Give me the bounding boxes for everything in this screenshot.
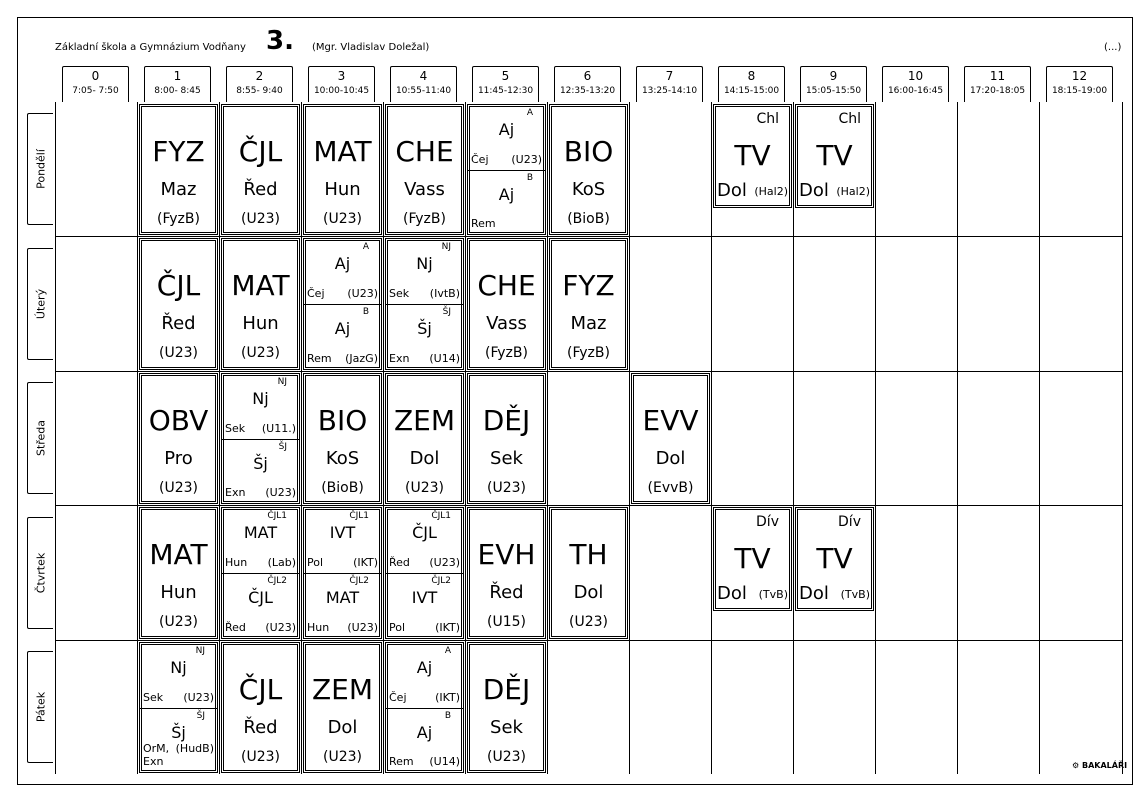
subject: ČJL (238, 135, 283, 168)
group-label: Chl (756, 111, 779, 127)
room: (U23) (265, 486, 296, 499)
subject: TV (734, 542, 771, 575)
group-label: Dív (756, 514, 779, 530)
room: (U23) (159, 614, 198, 630)
group-label: ČJL1 (267, 511, 287, 521)
lesson-group[interactable] (386, 304, 463, 369)
room: (U23) (347, 621, 378, 634)
subject: ČJL (248, 588, 273, 607)
lesson-tue1[interactable] (139, 238, 218, 370)
period-time: 17:20-18:05 (969, 86, 1026, 96)
teacher: KoS (571, 179, 606, 200)
grid-vline (629, 102, 630, 774)
teacher: Řed (389, 556, 410, 569)
period-header-0 (62, 66, 129, 102)
teacher: Řed (161, 313, 196, 334)
grid-vline (219, 102, 220, 774)
room: (U23) (159, 480, 198, 496)
lesson-fri2[interactable] (221, 642, 300, 773)
room: (U23) (511, 152, 542, 166)
room: (TvB) (840, 588, 870, 601)
subject: EVV (642, 404, 699, 437)
room: (U23) (241, 749, 280, 765)
subject: MAT (313, 135, 372, 168)
period-number: 8 (747, 69, 756, 83)
grid-vline (547, 102, 548, 774)
grid-vline (1039, 102, 1040, 774)
lesson-mon3[interactable] (303, 104, 382, 235)
period-number: 2 (255, 69, 264, 83)
teacher: Exn (389, 352, 410, 365)
subject: Šj (417, 319, 432, 338)
lesson-split-tue4a[interactable] (385, 238, 464, 370)
lesson-split-mon5a[interactable] (467, 104, 546, 235)
period-time: 18:15-19:00 (1051, 86, 1108, 96)
room: (U23) (405, 480, 444, 496)
subject: Aj (416, 658, 433, 677)
period-header-2 (226, 66, 293, 102)
room: (U23) (487, 749, 526, 765)
group-label: A (362, 242, 369, 252)
subject: Šj (171, 722, 186, 742)
teacher: Exn (225, 486, 246, 499)
subject: EVH (477, 538, 536, 571)
room: (EvvB) (647, 480, 694, 496)
teacher: Sek (490, 448, 523, 469)
room: (U23) (323, 749, 362, 765)
teacher: Řed (225, 621, 246, 634)
teacher: Pol (389, 621, 406, 634)
lesson-group[interactable] (304, 239, 381, 305)
subject: Aj (334, 319, 351, 338)
teacher: Dol (717, 583, 747, 604)
group-label: ŠJ (196, 710, 205, 721)
teacher: Rem (471, 217, 496, 230)
teacher: Sek (225, 421, 246, 435)
room: (U23) (241, 345, 280, 361)
grid-vline (711, 102, 712, 774)
teacher: Rem (389, 755, 414, 768)
subject: Aj (498, 120, 515, 139)
period-time: 10:55-11:40 (395, 86, 452, 96)
lesson-group[interactable] (140, 643, 217, 709)
lesson-split-wed2a[interactable] (221, 373, 300, 504)
subject: MAT (231, 269, 290, 302)
grid-vline (957, 102, 958, 774)
group-label: NJ (195, 646, 205, 656)
period-time: 16:00-16:45 (887, 86, 944, 96)
lesson-split-thu4a[interactable] (385, 507, 464, 639)
period-time: 11:45-12:30 (477, 86, 534, 96)
subject: IVT (411, 588, 438, 607)
lesson-tue5[interactable] (467, 238, 546, 370)
class-name: 3. (266, 26, 294, 56)
subject: FYZ (152, 135, 205, 168)
period-time: 7:05- 7:50 (72, 86, 119, 96)
subject: DĚJ (482, 404, 531, 437)
lesson-group[interactable] (140, 708, 217, 773)
teacher: Řed (243, 179, 278, 200)
subject: CHE (477, 269, 536, 302)
room: (U23) (241, 211, 280, 227)
subject: BIO (317, 404, 368, 437)
lesson-group[interactable] (304, 573, 381, 638)
lesson-split-thu3a[interactable] (303, 507, 382, 639)
lesson-tue6[interactable] (549, 238, 628, 370)
teacher: Dol (655, 448, 686, 469)
day-label-mon: Pondělí (27, 113, 53, 225)
lesson-thu1[interactable] (139, 507, 218, 639)
period-number: 10 (907, 69, 924, 83)
room: (U14) (429, 755, 460, 768)
group-label: B (526, 172, 533, 183)
lesson-split-tue3a[interactable] (303, 238, 382, 370)
subject: Šj (253, 453, 268, 473)
period-header-6 (554, 66, 621, 102)
room: (FyzB) (157, 211, 200, 227)
grid-vline (793, 102, 794, 774)
period-number: 9 (829, 69, 838, 83)
teacher: Řed (243, 717, 278, 738)
period-header-3 (308, 66, 375, 102)
lesson-group[interactable] (468, 105, 545, 171)
subject: ZEM (393, 404, 456, 437)
grid-vline (875, 102, 876, 774)
lesson-group[interactable] (222, 508, 299, 574)
lesson-group[interactable] (222, 374, 299, 440)
teacher: Dol (327, 717, 358, 738)
room: (IvtB) (429, 287, 460, 300)
period-header-1 (144, 66, 211, 102)
room: (IKT) (353, 556, 378, 569)
day-label-thu: Čtvrtek (27, 517, 53, 629)
lesson-group[interactable] (386, 239, 463, 305)
period-number: 0 (91, 69, 100, 83)
group-label: NJ (441, 242, 451, 252)
subject: Aj (416, 722, 433, 742)
subject: MAT (243, 523, 278, 542)
teacher: Hun (307, 621, 330, 634)
lesson-mon2[interactable] (221, 104, 300, 235)
lesson-group[interactable] (386, 643, 463, 709)
room: (U23) (265, 621, 296, 634)
period-number: 3 (337, 69, 346, 83)
room: (IKT) (435, 690, 460, 704)
period-number: 1 (173, 69, 182, 83)
lesson-group[interactable] (468, 170, 545, 235)
room: (BioB) (567, 211, 610, 227)
subject: ČJL (412, 523, 437, 542)
lesson-thu9[interactable] (795, 507, 874, 611)
period-number: 12 (1071, 69, 1088, 83)
subject: TV (734, 139, 771, 172)
teacher: Dol (799, 180, 829, 201)
lesson-wed5[interactable] (467, 373, 546, 504)
lesson-group[interactable] (304, 508, 381, 574)
subject: TV (816, 542, 853, 575)
period-header-8 (718, 66, 785, 102)
lesson-tue2[interactable] (221, 238, 300, 370)
lesson-split-fri1a[interactable] (139, 642, 218, 773)
room: (U23) (429, 556, 460, 569)
day-label-tue: Úterý (27, 248, 53, 360)
day-label-fri: Pátek (27, 651, 53, 763)
lesson-group[interactable] (386, 708, 463, 773)
period-number: 5 (501, 69, 510, 83)
school-name: Základní škola a Gymnázium Vodňany (55, 42, 246, 53)
subject: IVT (329, 523, 356, 542)
teacher: Čej (471, 152, 489, 166)
subject: ČJL (238, 673, 283, 706)
teacher: Sek (490, 717, 523, 738)
lesson-group[interactable] (386, 508, 463, 574)
subject: TV (816, 139, 853, 172)
group-label: Chl (838, 111, 861, 127)
grid-hline (55, 236, 1122, 237)
subject: TH (569, 538, 608, 571)
group-label: A (444, 646, 451, 656)
period-header-12 (1046, 66, 1113, 102)
class-teacher: (Mgr. Vladislav Doležal) (312, 42, 430, 53)
teacher: Dol (717, 180, 747, 201)
teacher: Pro (164, 448, 193, 469)
group-label: ČJL1 (431, 511, 451, 521)
period-time: 13:25-14:10 (641, 86, 698, 96)
teacher: Rem (307, 352, 332, 365)
period-number: 6 (583, 69, 592, 83)
lesson-group[interactable] (222, 573, 299, 638)
subject: Aj (334, 254, 351, 273)
group-label: B (444, 710, 451, 721)
grid-hline (55, 640, 1122, 641)
teacher: Maz (570, 313, 607, 334)
day-label-wed: Středa (27, 382, 53, 494)
group-label: ČJL1 (349, 511, 369, 521)
lesson-split-fri4a[interactable] (385, 642, 464, 773)
lesson-mon4[interactable] (385, 104, 464, 235)
group-label: Dív (838, 514, 861, 530)
subject: CHE (395, 135, 454, 168)
room: (U23) (347, 287, 378, 300)
period-number: 4 (419, 69, 428, 83)
lesson-wed7[interactable] (631, 373, 710, 504)
room: (FyzB) (403, 211, 446, 227)
teacher: Hun (160, 582, 197, 603)
teacher: Dol (799, 583, 829, 604)
lesson-mon6[interactable] (549, 104, 628, 235)
period-time: 10:00-10:45 (313, 86, 370, 96)
lesson-wed1[interactable] (139, 373, 218, 504)
period-header-7 (636, 66, 703, 102)
room: (FyzB) (567, 345, 610, 361)
subject: MAT (325, 588, 360, 607)
room: (U23) (487, 480, 526, 496)
group-label: ŠJ (278, 441, 287, 452)
room: (U23) (323, 211, 362, 227)
room: (U15) (487, 614, 526, 630)
room: (Hal2) (836, 185, 870, 198)
teacher: Pol (307, 556, 324, 569)
lesson-group[interactable] (304, 304, 381, 369)
teacher: Dol (409, 448, 440, 469)
room: (JazG) (345, 352, 378, 365)
room: (FyzB) (485, 345, 528, 361)
lesson-fri5[interactable] (467, 642, 546, 773)
grid-vline (55, 102, 56, 774)
lesson-group[interactable] (386, 573, 463, 638)
period-number: 11 (989, 69, 1006, 83)
period-header-9 (800, 66, 867, 102)
room: (HudB) (175, 742, 214, 755)
teacher: Sek (143, 690, 164, 704)
period-time: 14:15-15:00 (723, 86, 780, 96)
group-label: B (362, 307, 369, 317)
period-time: 8:55- 9:40 (236, 86, 283, 96)
subject: Nj (252, 389, 269, 408)
lesson-thu6[interactable] (549, 507, 628, 639)
group-label: ČJL2 (267, 576, 287, 586)
room: (U23) (569, 614, 608, 630)
teacher: Maz (160, 179, 197, 200)
room: (Hal2) (754, 185, 788, 198)
lesson-wed3[interactable] (303, 373, 382, 504)
lesson-mon1[interactable] (139, 104, 218, 235)
teacher: Čej (389, 690, 407, 704)
subject: BIO (563, 135, 614, 168)
teacher: KoS (325, 448, 360, 469)
lesson-split-thu2a[interactable] (221, 507, 300, 639)
room: (Lab) (267, 556, 296, 569)
period-header-5 (472, 66, 539, 102)
teacher: Sek (389, 287, 410, 300)
room: (U23) (159, 345, 198, 361)
grid-vline (1122, 102, 1123, 774)
subject: Nj (170, 658, 187, 677)
period-time: 15:05-15:50 (805, 86, 862, 96)
grid-hline (55, 505, 1122, 506)
lesson-mon8[interactable] (713, 104, 792, 208)
group-label: ČJL2 (349, 576, 369, 586)
teacher: Vass (404, 179, 445, 200)
teacher: Hun (242, 313, 279, 334)
room: (IKT) (435, 621, 460, 634)
room: (BioB) (321, 480, 364, 496)
group-label: NJ (277, 377, 287, 387)
subject: ČJL (156, 269, 201, 302)
group-label: ŠJ (442, 307, 451, 317)
period-header-10 (882, 66, 949, 102)
grid-vline (383, 102, 384, 774)
lesson-wed4[interactable] (385, 373, 464, 504)
lesson-fri3[interactable] (303, 642, 382, 773)
lesson-thu8[interactable] (713, 507, 792, 611)
room: (U14) (429, 352, 460, 365)
teacher: Hun (324, 179, 361, 200)
subject: MAT (149, 538, 208, 571)
lesson-group[interactable] (222, 439, 299, 504)
grid-vline (465, 102, 466, 774)
period-header-4 (390, 66, 457, 102)
subject: DĚJ (482, 673, 531, 706)
group-label: A (526, 108, 533, 118)
room: (U11.) (261, 421, 296, 435)
subject: Nj (416, 254, 433, 273)
lesson-thu5[interactable] (467, 507, 546, 639)
timetable-grid (55, 102, 1122, 774)
grid-vline (137, 102, 138, 774)
period-header-11 (964, 66, 1031, 102)
room: (U23) (183, 690, 214, 704)
teacher: Vass (486, 313, 527, 334)
subject: Aj (498, 184, 515, 204)
more-link[interactable]: (...) (1104, 42, 1122, 53)
room: (TvB) (758, 588, 788, 601)
bakalari-logo: ⚙ BAKALÁŘI (1072, 761, 1128, 770)
period-number: 7 (665, 69, 674, 83)
lesson-mon9[interactable] (795, 104, 874, 208)
teacher: OrM, Exn (143, 742, 170, 768)
subject: OBV (148, 404, 209, 437)
grid-vline (301, 102, 302, 774)
period-time: 12:35-13:20 (559, 86, 616, 96)
teacher: Hun (225, 556, 248, 569)
teacher: Řed (489, 582, 524, 603)
teacher: Dol (573, 582, 604, 603)
subject: FYZ (562, 269, 615, 302)
group-label: ČJL2 (431, 576, 451, 586)
teacher: Čej (307, 287, 325, 300)
subject: ZEM (311, 673, 374, 706)
grid-hline (55, 371, 1122, 372)
period-time: 8:00- 8:45 (154, 86, 201, 96)
